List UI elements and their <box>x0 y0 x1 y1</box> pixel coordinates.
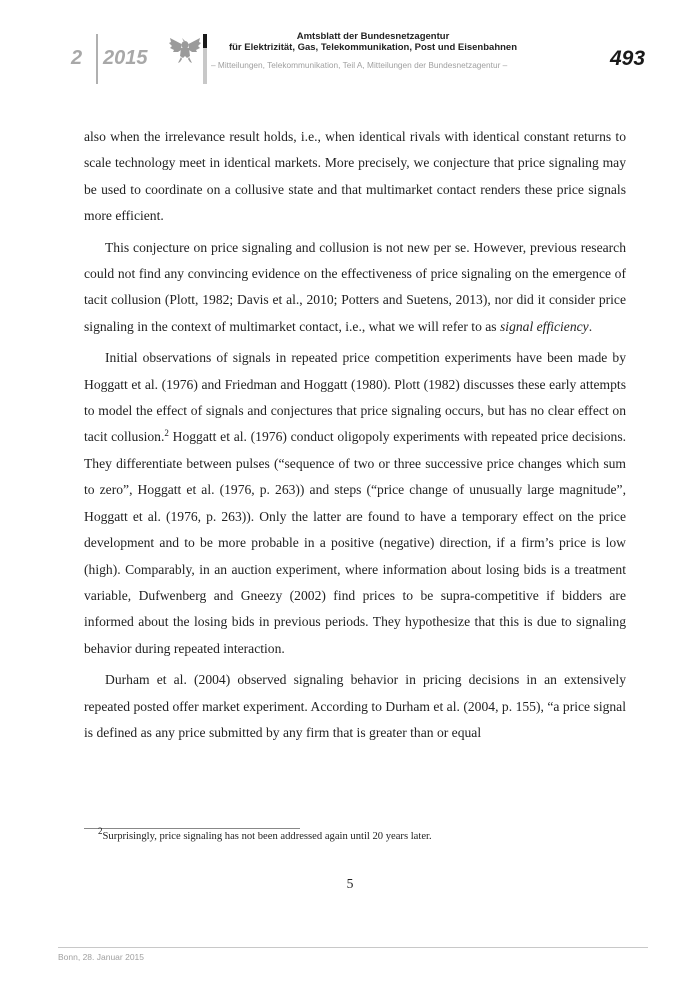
publication-subtitle: – Mitteilungen, Telekommunikation, Teil A, Mitteilungen der Bundesnetzagentur – <box>211 60 508 70</box>
header-accent-bar-top <box>203 34 207 48</box>
footnote-divider <box>84 828 300 829</box>
footnote-reference[interactable]: 2 <box>164 428 169 439</box>
issue-divider <box>96 34 98 84</box>
paragraph <box>84 235 626 341</box>
paragraph-text: Hoggatt et al. (1976) conduct oligopoly experiments with repeated price decisions. They differentiate between pulses (“sequence of two or three successive price changes which sum to zero”, Hoggatt et al. (1976, p. 263)) and steps (“price change of unusually large magnitude”, Hoggatt et al. (1976, p. 263)). Only the latter are found to have a temporary effect on the price development and to be more probable in a positive (negative) direction, if a firm’s price is low (high). Comparably, in an auction experiment, where information about losing bids is a treatment variable, Dufwenberg and Gneezy (2002) find prices to be supra-competitive if bidders are informed about the losing bids in previous periods. They hypothesize that this is due to signaling behavior during repeated interaction. <box>84 429 627 656</box>
footnote-text: Surprisingly, price signaling has not been addressed again until 20 years later. <box>102 831 432 842</box>
emphasized-term: signal efficiency <box>500 318 589 334</box>
footnote-mark: 2 <box>98 826 103 836</box>
footer-divider <box>58 947 648 948</box>
paragraph: also when the irrelevance result holds, i.e., when identical rivals with identical constant returns to scale technology meet in identical markets. More precisely, we conjecture that price signaling may be used to coordinate on a collusive state and that multimarket contact renders these price signals more efficient. <box>84 129 626 224</box>
paragraph: Durham et al. (2004) observed signaling behavior in pricing decisions in an extensively repeated posted offer market experiment. According to Durham et al. (2004, p. 155), “a price signal is defined as any price submitted by any firm that is greater than or equal <box>84 672 626 740</box>
issue-number: 2 <box>71 47 83 69</box>
page-header <box>0 0 700 90</box>
publication-title <box>213 31 533 53</box>
footer-date: Bonn, 28. Januar 2015 <box>58 952 145 962</box>
federal-eagle-icon <box>168 32 202 66</box>
body-text <box>84 124 626 751</box>
paragraph-text: Initial observations of signals in repeated price competition experiments have been made by Hoggatt et al. (1976) and Friedman and Hoggatt (1980). Plott (1982) discusses these early attempts to model the effect of signals and conjectures that price signaling occurs, but has no clear effect on tacit collusion. <box>84 350 626 445</box>
issue-year: 2015 <box>103 47 148 69</box>
paragraph-text: . <box>588 318 593 334</box>
folio-number: 5 <box>346 876 354 891</box>
page-number: 493 <box>610 47 646 70</box>
footnote <box>98 826 432 842</box>
publication-title-line1: Amtsblatt der Bundesnetzagentur <box>296 31 450 42</box>
paragraph-text: This conjecture on price signaling and collusion is not new per se. However, previous research could not find any convincing evidence on the effectiveness of price signaling on the emergence of tacit collusion (Plott, 1982; Davis et al., 2010; Potters and Suetens, 2013), nor did it consider price signaling in the context of multimarket contact, i.e., what we will refer to as <box>84 239 626 334</box>
publication-title-line2: für Elektrizität, Gas, Telekommunikation, Post und Eisenbahnen <box>228 42 518 53</box>
paragraph <box>84 345 626 662</box>
